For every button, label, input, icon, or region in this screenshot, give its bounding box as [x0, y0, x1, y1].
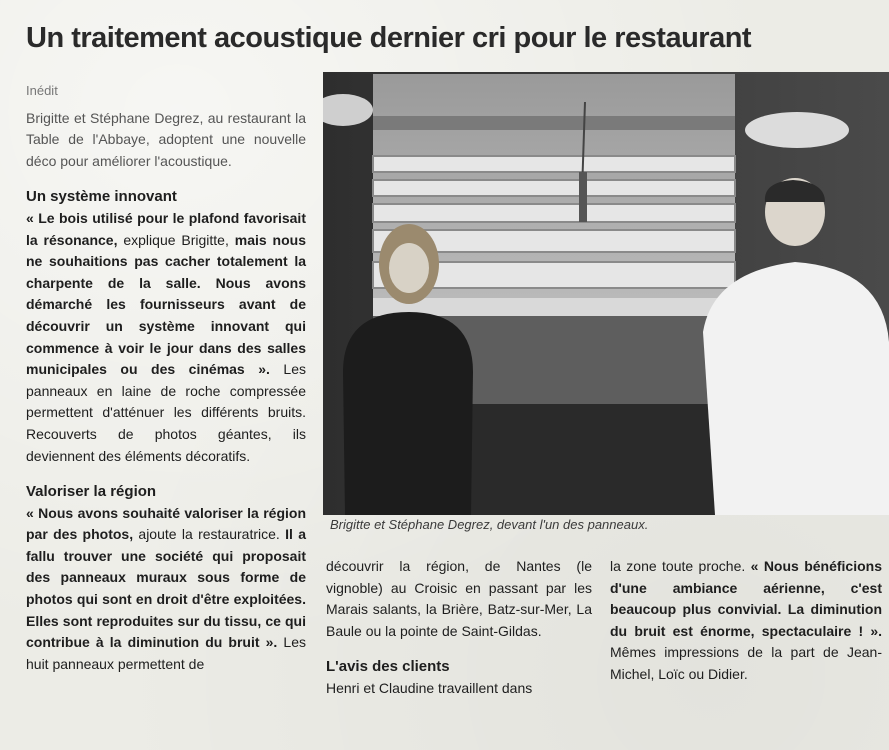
paragraph-region — [26, 503, 306, 676]
body-text: Les huit panneaux permettent de — [26, 634, 306, 672]
quote-text: Il a fallu trouver une société qui proposait des panneaux muraux sous forme de photos qui sont en droit d'être exploitées. Elles sont reproduites sur du tissu, ce qui contribue à la diminution du bruit ». — [26, 526, 306, 651]
body-text: Mêmes impressions de la part de Jean-Michel, Loïc ou Didier. — [610, 644, 882, 682]
photo-caption: Brigitte et Stéphane Degrez, devant l'un des panneaux. — [330, 517, 649, 532]
article-photo — [323, 72, 889, 515]
quote-text: « Nous bénéficions d'une ambiance aérienne, c'est beaucoup plus convivial. La diminution du bruit est énorme, spectaculaire ! ». — [610, 558, 882, 639]
article-column-3 — [610, 556, 882, 686]
article-lead: Brigitte et Stéphane Degrez, au restaurant la Table de l'Abbaye, adoptent une nouvelle déco pour améliorer l'acoustique. — [26, 109, 306, 169]
paragraph-region-continued: découvrir la région, de Nantes (le vignoble) au Croisic en passant par les Marais salants, la Brière, Batz-sur-Mer, La Baule ou la pointe de Saint-Gildas. — [326, 558, 592, 639]
paragraph-customers: Henri et Claudine travaillent dans — [326, 679, 533, 696]
article-headline: Un traitement acoustique dernier cri pour le restaurant — [26, 22, 752, 54]
body-text: ajoute la restauratrice. — [133, 526, 286, 543]
quote-text: mais nous ne souhaitions pas cacher totalement la charpente de la salle. Nous avons démarché les fournisseurs avant de découvrir un système innovant qui commence à voir le jour dans des salles municipales ou des cinémas ». — [26, 231, 306, 378]
subheading-customers: L'avis des clients — [326, 658, 450, 676]
body-text: Les panneaux en laine de roche compressée permettent d'atténuer les différents bruits. Recouverts de photos géantes, ils deviennent des éléments décoratifs. — [26, 361, 306, 464]
subheading-innovative-system: Un système innovant — [26, 188, 177, 206]
subheading-region: Valoriser la région — [26, 483, 157, 501]
body-text: la zone toute proche. — [610, 558, 751, 574]
photo-illustration — [323, 72, 889, 515]
paragraph-innovative-system — [26, 208, 306, 467]
article-kicker: Inédit — [26, 83, 58, 98]
quote-text: « Nous avons souhaité valoriser la région par des photos, — [26, 504, 306, 543]
article-column-1 — [26, 80, 306, 675]
paragraph-customers-continued — [610, 556, 882, 686]
quote-text: « Le bois utilisé pour le plafond favorisait la résonance, — [26, 209, 306, 248]
body-text: explique Brigitte, — [117, 231, 235, 248]
article-column-2 — [326, 556, 592, 700]
